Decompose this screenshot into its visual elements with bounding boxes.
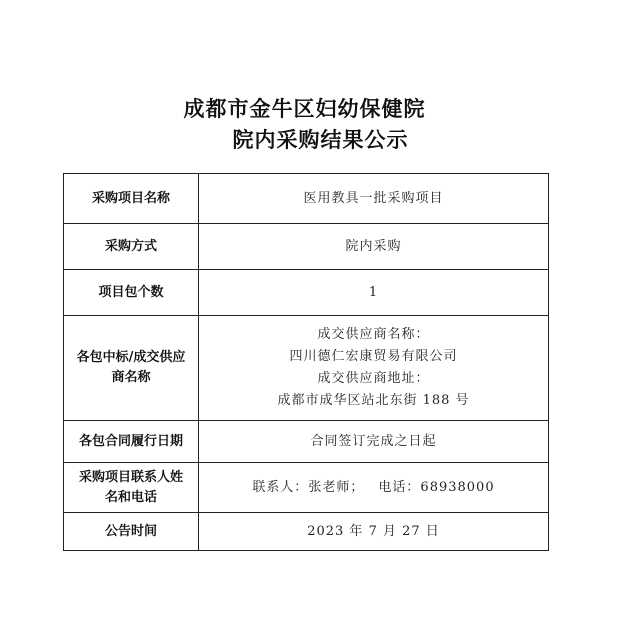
announce-time-value: 2023 年 7 月 27 日 (199, 513, 549, 551)
method-label: 采购方式 (64, 224, 199, 270)
table-row-contact (64, 463, 549, 513)
supplier-label-line-1: 各包中标/成交供应 (76, 350, 186, 365)
contact-value (199, 463, 549, 513)
supplier-label (64, 316, 199, 421)
contact-label-line-2: 名和电话 (104, 489, 157, 505)
supplier-label-line-2: 商名称 (111, 370, 151, 385)
page-title-line-1: 成都市金牛区妇幼保健院 (183, 96, 426, 121)
table-row-package-count (64, 270, 549, 316)
supplier-value (199, 316, 549, 421)
table-row-method (64, 224, 549, 270)
contract-date-value: 合同签订完成之日起 (199, 421, 549, 463)
contact-label (64, 463, 199, 513)
contract-date-label: 各包合同履行日期 (64, 421, 199, 463)
supplier-name: 四川德仁宏康贸易有限公司 (289, 349, 458, 364)
contact-person: 联系人：张老师； (252, 479, 365, 495)
supplier-address: 成都市成华区站北东街 188 号 (277, 393, 470, 408)
table-row-supplier (64, 316, 549, 421)
method-value: 院内采购 (199, 224, 549, 270)
procurement-result-table (63, 173, 549, 551)
package-count-label: 项目包个数 (64, 270, 199, 316)
table-row-contract-date (64, 421, 549, 463)
contact-phone: 电话：68938000 (378, 479, 495, 495)
supplier-name-label: 成交供应商名称： (317, 327, 430, 342)
table-row-project-name (64, 174, 549, 224)
announce-time-label: 公告时间 (64, 513, 199, 551)
project-name-value: 医用教具一批采购项目 (199, 174, 549, 224)
package-count-value: 1 (199, 270, 549, 316)
project-name-label: 采购项目名称 (64, 174, 199, 224)
table-row-announce-time (64, 513, 549, 551)
supplier-address-label: 成交供应商地址： (317, 371, 430, 386)
page-title-line-2: 院内采购结果公示 (232, 127, 409, 152)
contact-label-line-1: 采购项目联系人姓 (78, 469, 183, 485)
